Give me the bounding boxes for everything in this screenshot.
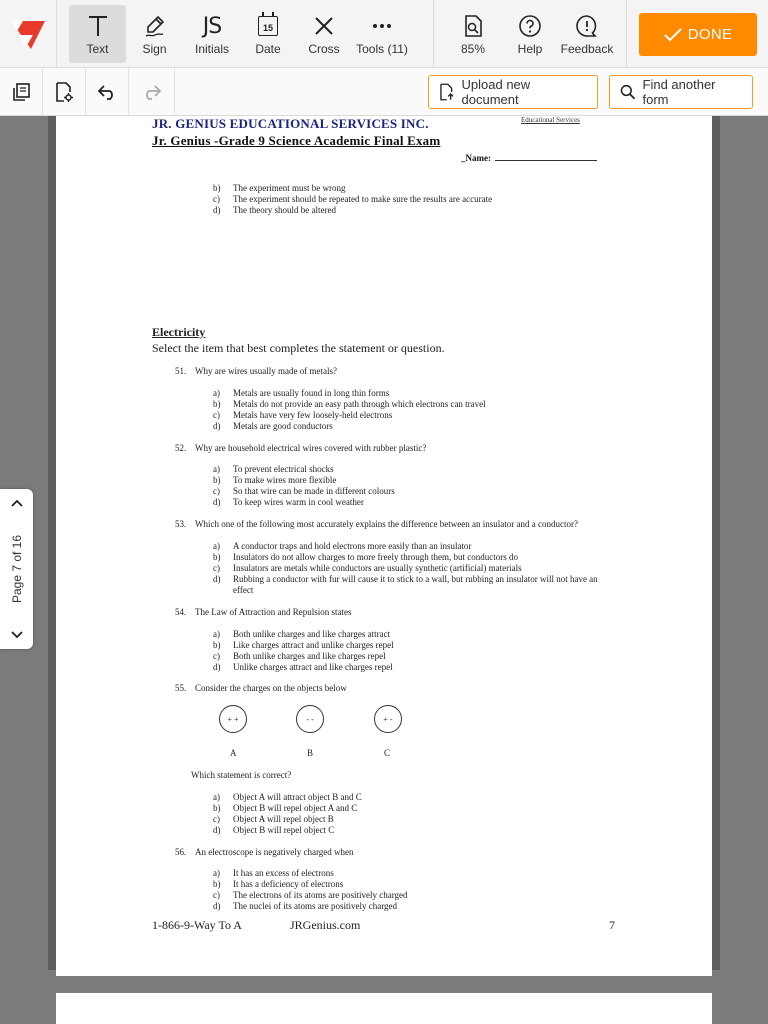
app-logo[interactable] xyxy=(0,0,57,68)
section-instruction: Select the item that best completes the statement or question. xyxy=(152,341,445,355)
main-toolbar xyxy=(0,0,768,68)
initials-tool[interactable] xyxy=(189,5,235,63)
footer-page-number: 7 xyxy=(609,918,615,932)
pages-button[interactable] xyxy=(0,68,43,116)
object-label-c: C xyxy=(384,748,391,758)
question-54: 54. The Law of Attraction and Repulsion states xyxy=(175,607,352,617)
question-52: 52. Why are household electrical wires covered with rubber plastic? xyxy=(175,443,427,453)
chevron-up-icon xyxy=(11,499,23,507)
section-title: Electricity xyxy=(152,325,206,339)
pdffiller-logo-icon xyxy=(9,17,47,51)
tools-menu-label: Tools (11) xyxy=(356,42,408,56)
pen-icon xyxy=(143,14,167,38)
list-item: b) Metals do not provide an easy path through which electrons can travel xyxy=(213,399,486,409)
name-field-label: _Name: xyxy=(461,153,597,163)
list-item: b) Insulators do not allow charges to more freely through them, but conductors do xyxy=(213,552,519,562)
list-item: d) To keep wires warm in cool weather xyxy=(213,497,364,507)
cross-tool-label: Cross xyxy=(308,42,340,56)
initials-tool-label: Initials xyxy=(194,42,229,56)
find-another-form-button[interactable] xyxy=(609,75,753,109)
next-page-button[interactable] xyxy=(0,621,33,649)
question-55-prompt: Which statement is correct? xyxy=(191,770,292,780)
done-button[interactable] xyxy=(639,13,757,56)
list-item: c) The electrons of its atoms are positively charged xyxy=(213,890,408,900)
list-item: d) Object B will repel object C xyxy=(213,825,335,835)
feedback-label: Feedback xyxy=(560,42,614,56)
text-icon xyxy=(87,14,109,38)
check-icon xyxy=(664,28,682,42)
help-label: Help xyxy=(517,42,543,56)
undo-icon xyxy=(96,84,118,100)
list-item: d) Metals are good conductors xyxy=(213,421,333,431)
feedback-button[interactable] xyxy=(560,5,614,63)
upload-document-icon xyxy=(439,83,455,101)
company-header: JR. GENIUS EDUCATIONAL SERVICES INC. xyxy=(152,116,429,131)
list-item: b) Object B will repel object A and C xyxy=(213,803,358,813)
list-item: b) To make wires more flexible xyxy=(213,475,337,485)
undo-button[interactable] xyxy=(86,68,129,116)
list-item: b) It has a deficiency of electrons xyxy=(213,879,344,889)
upload-label: Upload new document xyxy=(461,77,531,107)
tools-menu[interactable] xyxy=(354,5,410,63)
document-gear-icon xyxy=(54,81,74,103)
list-item: c) So that wire can be made in different colours xyxy=(213,486,395,496)
feedback-icon xyxy=(575,14,599,38)
help-icon xyxy=(518,14,542,38)
search-icon xyxy=(620,84,636,100)
cross-icon xyxy=(314,16,334,36)
list-item: c) The experiment should be repeated to make sure the results are accurate xyxy=(213,194,493,204)
upload-new-document-button[interactable] xyxy=(428,75,598,109)
date-tool[interactable] xyxy=(248,5,288,63)
text-tool-label: Text xyxy=(86,42,109,56)
object-label-a: A xyxy=(230,748,237,758)
list-item: a) To prevent electrical shocks xyxy=(213,464,334,474)
list-item: c) Insulators are metals while conductors are usually synthetic (artificial) materials xyxy=(213,563,522,573)
secondary-toolbar xyxy=(0,68,768,116)
question-56: 56. An electroscope is negatively charged when xyxy=(175,847,354,857)
copy-pages-icon xyxy=(11,82,31,102)
list-item: d) The theory should be altered xyxy=(213,205,336,215)
question-51: 51. Why are wires usually made of metals? xyxy=(175,366,337,376)
find-label: Find another form xyxy=(642,77,716,107)
zoom-control[interactable] xyxy=(455,5,491,63)
list-item: a) Metals are usually found in long thin forms xyxy=(213,388,390,398)
object-label-b: B xyxy=(307,748,314,758)
previous-page-button[interactable] xyxy=(0,489,33,517)
done-label: DONE xyxy=(687,26,733,43)
list-item: b) Like charges attract and unlike charges repel xyxy=(213,640,394,650)
redo-icon xyxy=(141,84,163,100)
cross-tool[interactable] xyxy=(304,5,344,63)
list-item: effect xyxy=(233,585,254,595)
name-field-line[interactable] xyxy=(495,153,597,161)
page-indicator: Page 7 of 16 xyxy=(10,534,24,604)
zoom-icon xyxy=(463,14,483,38)
redo-button[interactable] xyxy=(129,68,175,116)
chevron-down-icon xyxy=(11,631,23,639)
question-53: 53. Which one of the following most accurately explains the difference between an insulator and a conductor? xyxy=(175,519,578,529)
list-item: c) Object A will repel object B xyxy=(213,814,334,824)
list-item: d) The nuclei of its atoms are positively charged xyxy=(213,901,398,911)
exam-title: Jr. Genius -Grade 9 Science Academic Final Exam xyxy=(152,133,441,148)
question-55: 55. Consider the charges on the objects below xyxy=(175,683,347,693)
help-button[interactable] xyxy=(512,5,548,63)
sign-tool[interactable] xyxy=(133,5,176,63)
list-item: a) It has an excess of electrons xyxy=(213,868,334,878)
calendar-icon: 15 xyxy=(258,16,278,36)
list-item: d) Rubbing a conductor with fur will cause it to stick to a wall, but rubbing an insulator will not have an xyxy=(213,574,598,584)
document-settings-button[interactable] xyxy=(43,68,86,116)
charge-object-c: + - xyxy=(374,705,402,733)
company-logo-text: Educational Services xyxy=(521,116,580,124)
charge-object-b: - - xyxy=(296,705,324,733)
date-tool-label: Date xyxy=(255,42,281,56)
next-document-page[interactable] xyxy=(56,993,712,1024)
initials-icon: JS xyxy=(202,13,222,39)
list-item: c) Metals have very few loosely-held electrons xyxy=(213,410,393,420)
list-item: a) A conductor traps and hold electrons more easily than an insulator xyxy=(213,541,472,551)
sign-tool-label: Sign xyxy=(142,42,167,56)
list-item: d) Unlike charges attract and like charges repel xyxy=(213,662,393,672)
list-item: c) Both unlike charges and like charges repel xyxy=(213,651,386,661)
list-item: b) The experiment must be wrong xyxy=(213,183,346,193)
footer-phone: 1-866-9-Way To A xyxy=(152,918,242,932)
list-item: a) Object A will attract object B and C xyxy=(213,792,362,802)
charge-object-a: + + xyxy=(219,705,247,733)
more-dots-icon xyxy=(372,23,392,29)
footer-site: JRGenius.com xyxy=(290,918,361,932)
list-item: a) Both unlike charges and like charges attract xyxy=(213,629,391,639)
page-navigator xyxy=(0,489,33,649)
text-tool[interactable] xyxy=(69,5,126,63)
zoom-label: 85% xyxy=(460,42,486,56)
document-page[interactable] xyxy=(56,116,712,976)
